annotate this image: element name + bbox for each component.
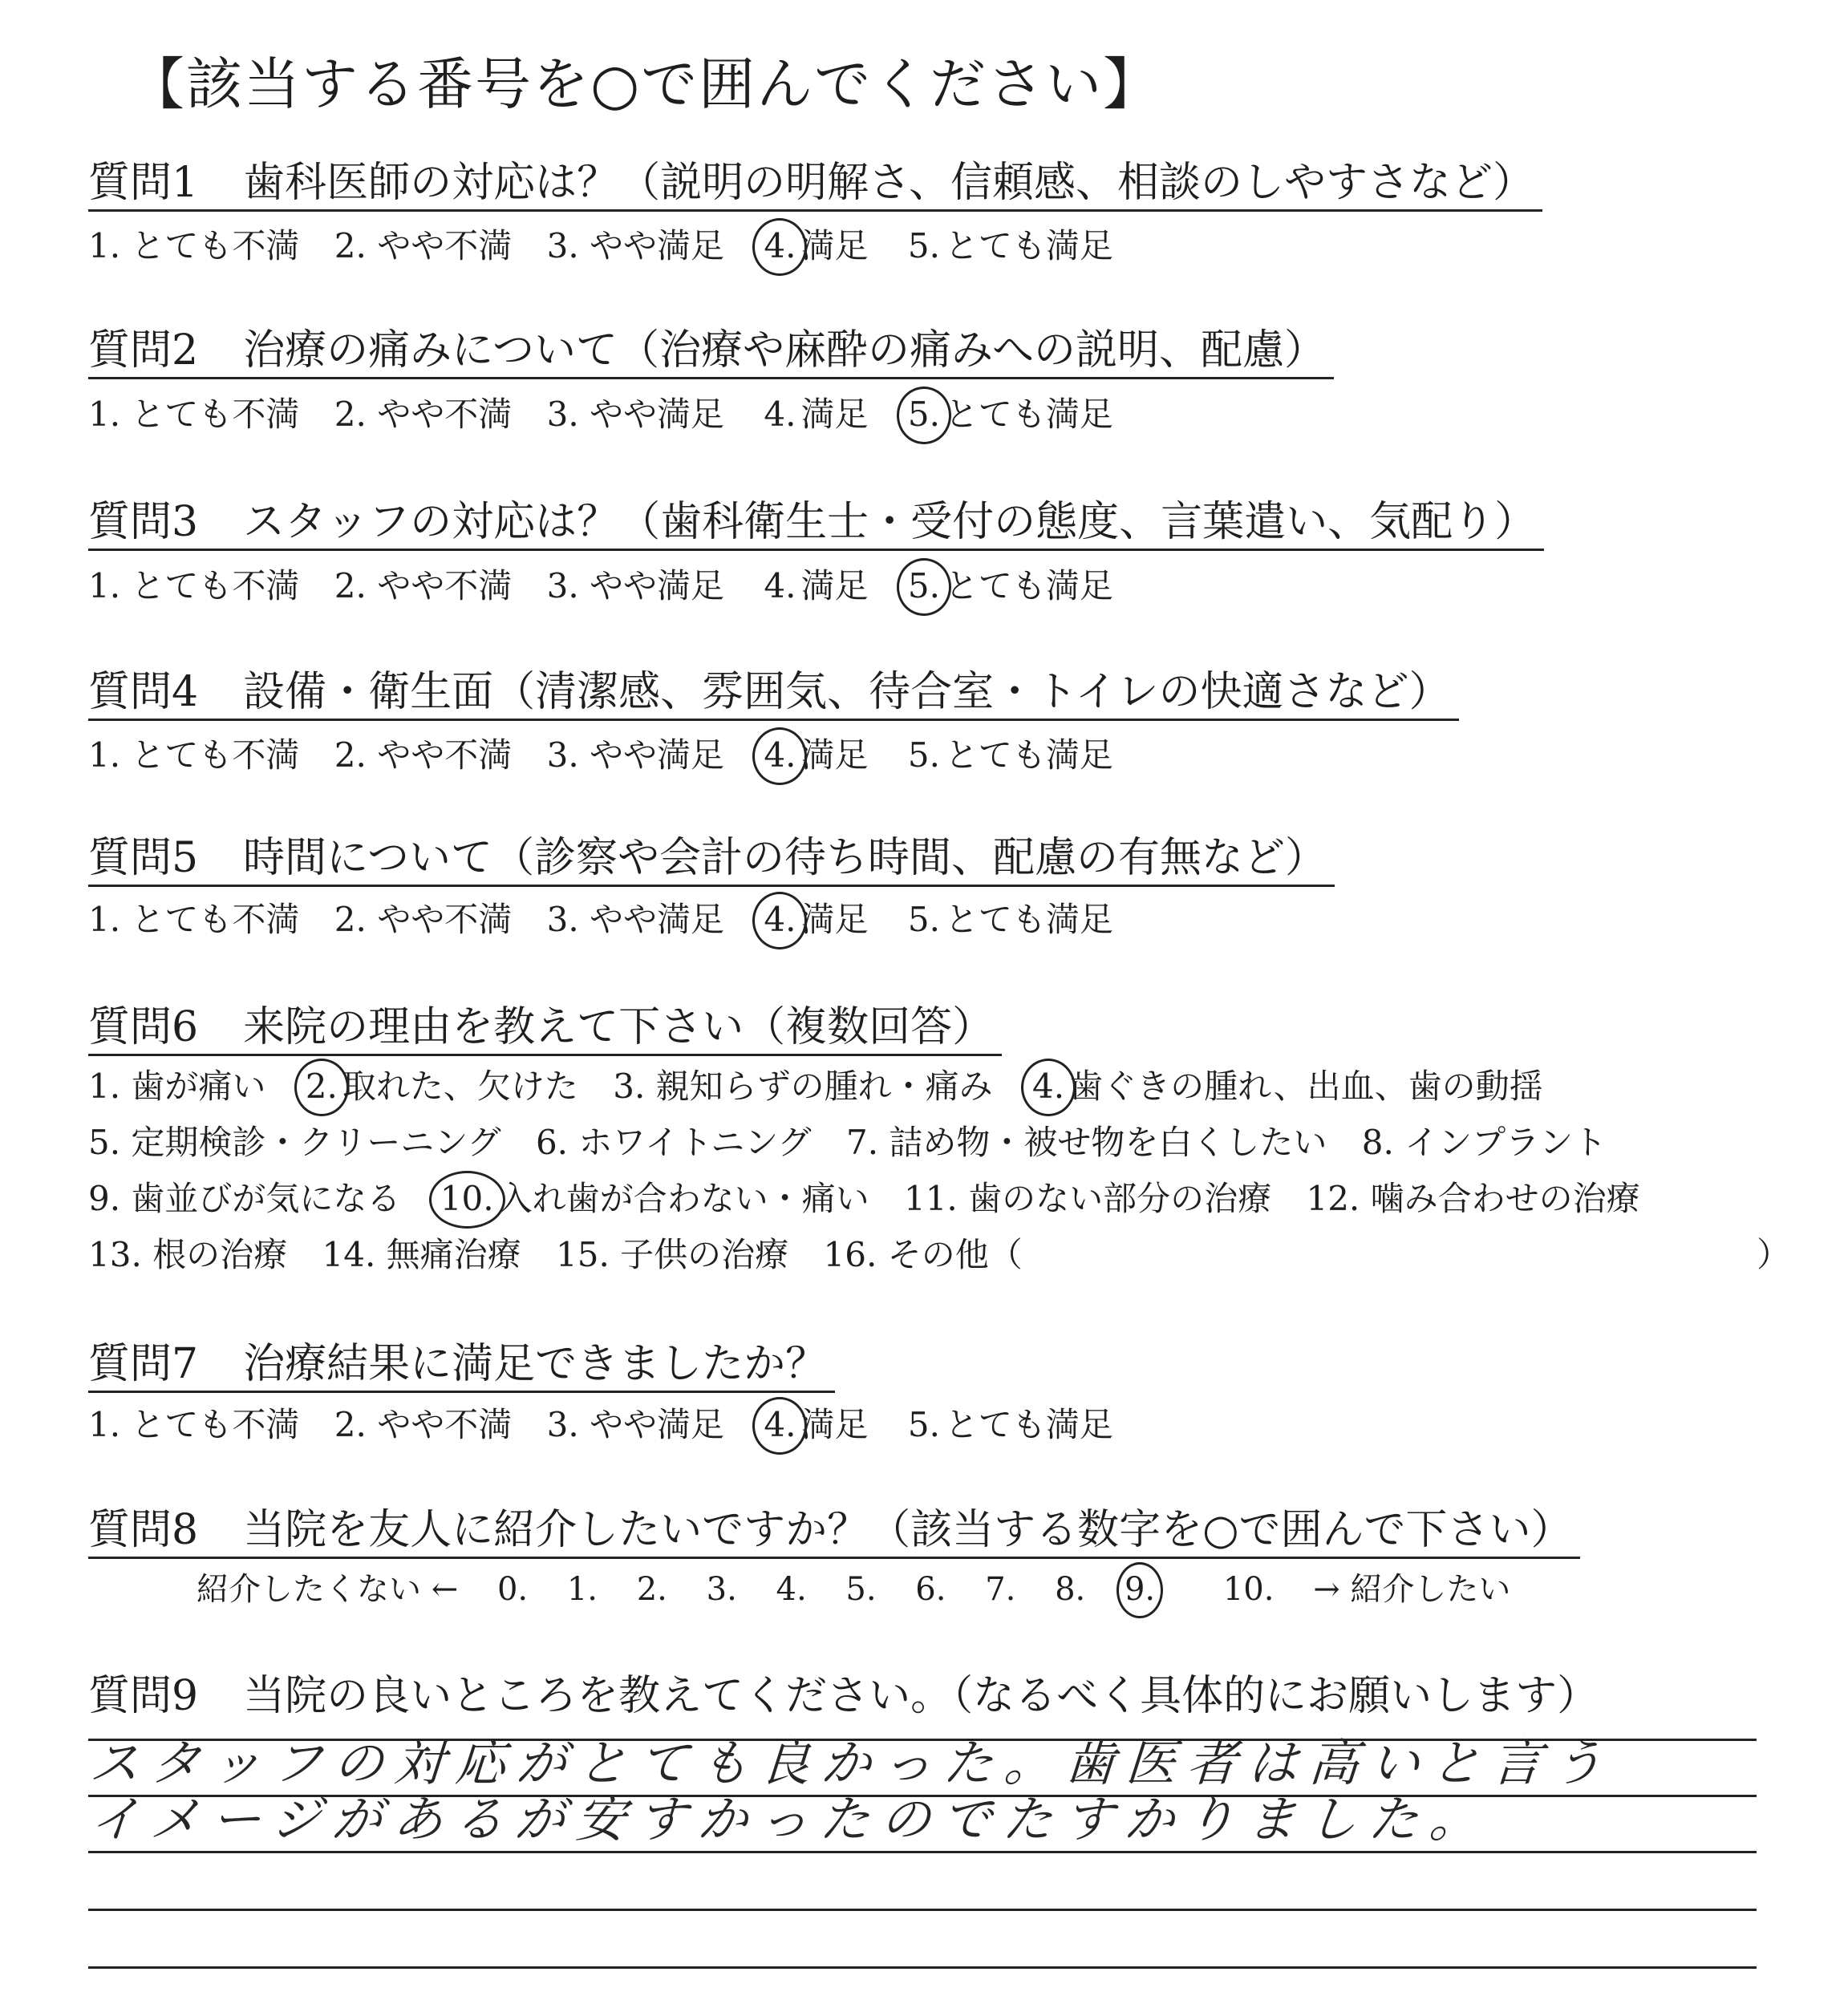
question-1-title [88,156,1542,212]
recommend-scale-left-label: 紹介したくない ← [197,1571,459,1608]
q7-option-4-circled[interactable] [759,1402,868,1448]
question-5-options [88,897,1137,943]
q6-option-7[interactable]: 7. 詰め物・被せ物を白くしたい [845,1123,1327,1162]
question-1-text: 歯科医師の対応は？（説明の明解さ、信頼感、相談のしやすさなど） [243,159,1535,207]
q7-option-5-number: 5. [907,1405,940,1444]
q2-option-3[interactable]: 3. やや満足 [546,395,725,434]
question-6-options-row-2 [88,1119,1631,1166]
q5-option-5-number: 5. [907,900,940,939]
q1-option-5-text: とても満足 [944,226,1113,265]
q6-option-9[interactable]: 9. 歯並びが気になる [88,1179,401,1218]
q2-option-5-circled[interactable] [903,391,1113,438]
question-5-label: 質問5 [88,834,199,882]
q4-option-5[interactable] [903,732,1113,779]
question-5-title [88,832,1335,887]
q1-option-4-text: 満足 [800,226,869,265]
q5-option-4-text: 満足 [800,900,869,939]
q6-option-10-number: 10. [436,1176,499,1222]
question-5-text: 時間について（診察や会計の待ち時間、配慮の有無など） [243,834,1327,882]
q3-option-5-number: 5. [903,563,945,609]
q2-option-4[interactable] [759,391,868,438]
q2-option-5-text: とても満足 [944,395,1113,434]
q6-option-3[interactable]: 3. 親知らずの腫れ・痛み [613,1067,993,1106]
q6-option-11[interactable]: 11. 歯のない部分の治療 [903,1179,1272,1218]
recommend-option-9-circled[interactable] [1125,1567,1184,1612]
q2-option-4-number: 4. [764,395,796,434]
q1-option-5[interactable] [903,223,1113,269]
question-4-options [88,732,1137,779]
q4-option-4-text: 満足 [800,735,869,775]
question-9-label: 質問9 [88,1672,199,1720]
q5-option-3[interactable]: 3. やや満足 [546,900,725,939]
q5-option-1[interactable]: 1. とても不満 [88,900,300,939]
question-7-label: 質問7 [88,1340,199,1388]
question-1-label: 質問1 [88,159,199,207]
q3-option-3[interactable]: 3. やや満足 [546,566,725,605]
handwritten-answer-line-2: イメージがあるが安すかったのでたすかりました。 [87,1790,1493,1848]
recommend-option-5[interactable]: 5. [845,1571,877,1608]
q3-option-1[interactable]: 1. とても不満 [88,566,300,605]
q3-option-4-text: 満足 [800,566,869,605]
recommend-option-9-number: 9. [1125,1567,1155,1612]
recommend-option-3[interactable]: 3. [706,1571,737,1608]
question-6-label: 質問6 [88,1003,199,1051]
question-6-options-row-4 [88,1232,1047,1278]
q6-option-4-number: 4. [1027,1063,1069,1110]
q7-option-5[interactable] [903,1402,1113,1448]
q3-option-5-circled[interactable] [903,563,1113,609]
q7-option-4-text: 満足 [800,1405,869,1444]
handwritten-answer-line-1: スタッフの対応がとても良かった。歯医者は高いと言う [87,1734,1616,1792]
q6-option-16[interactable]: 16. その他（ [823,1235,1023,1274]
question-3-title [88,496,1544,551]
q6-option-16-close-paren: ） [1757,1235,1791,1274]
question-9-text: 当院の良いところを教えてください。（なるべく具体的にお願いします） [243,1672,1599,1720]
q5-option-4-circled[interactable] [759,897,868,943]
q6-option-1[interactable]: 1. 歯が痛い [88,1067,266,1106]
q5-option-5-text: とても満足 [944,900,1113,939]
q1-option-5-number: 5. [907,226,940,265]
q5-option-4-number: 4. [759,897,800,943]
q7-option-1[interactable]: 1. とても不満 [88,1405,300,1444]
question-1-options [88,223,1137,269]
q6-option-6[interactable]: 6. ホワイトニング [535,1123,812,1162]
recommend-option-2[interactable]: 2. [636,1571,667,1608]
instruction-header: 【該当する番号を○で囲んでください】 [128,51,1161,117]
q7-option-3[interactable]: 3. やや満足 [546,1405,725,1444]
q2-option-1[interactable]: 1. とても不満 [88,395,300,434]
question-3-label: 質問3 [88,498,199,546]
q5-option-2[interactable]: 2. やや不満 [334,900,513,939]
question-4-title [88,666,1459,721]
q1-option-4-number: 4. [759,223,800,269]
question-2-options [88,391,1137,438]
q6-option-13[interactable]: 13. 根の治療 [88,1235,288,1274]
recommend-option-0[interactable]: 0. [496,1571,529,1608]
question-6-options-row-1 [88,1063,1567,1110]
recommend-option-6[interactable]: 6. [915,1571,946,1608]
q6-option-2-number: 2. [301,1063,342,1110]
question-7-title [88,1338,835,1393]
answer-line-3 [88,1851,1757,1853]
q6-option-14[interactable]: 14. 無痛治療 [322,1235,521,1274]
q4-option-5-text: とても満足 [944,735,1113,775]
q4-option-4-number: 4. [759,732,800,779]
q6-option-4-text: 歯ぐきの腫れ、出血、歯の動揺 [1069,1067,1543,1106]
recommend-option-10[interactable]: 10. [1222,1571,1275,1608]
question-4-label: 質問4 [88,668,199,716]
q4-option-3[interactable]: 3. やや満足 [546,735,725,775]
question-2-text: 治療の痛みについて（治療や麻酔の痛みへの説明、配慮） [243,326,1327,375]
q7-option-5-text: とても満足 [944,1405,1113,1444]
question-8-title [88,1504,1580,1559]
question-8-text: 当院を友人に紹介したいですか？（該当する数字を○で囲んで下さい） [243,1506,1573,1554]
q6-option-2-text: 取れた、欠けた [342,1067,578,1106]
recommend-option-8[interactable]: 8. [1055,1571,1086,1608]
q2-option-5-number: 5. [903,391,945,438]
answer-line-4 [88,1909,1757,1911]
q1-option-2[interactable]: 2. やや不満 [334,226,513,265]
recommend-option-4[interactable]: 4. [776,1571,807,1608]
q6-option-8[interactable]: 8. インプラント [1361,1123,1607,1162]
question-8-label: 質問8 [88,1506,199,1554]
q2-option-2[interactable]: 2. やや不満 [334,395,513,434]
question-6-text: 来院の理由を教えて下さい（複数回答） [243,1003,995,1051]
q4-option-1[interactable]: 1. とても不満 [88,735,300,775]
q6-option-15[interactable]: 15. 子供の治療 [556,1235,789,1274]
question-3-text: スタッフの対応は？（歯科衛生士・受付の態度、言葉遣い、気配り） [243,498,1537,546]
q4-option-5-number: 5. [907,735,940,775]
q6-option-12[interactable]: 12. 噛み合わせの治療 [1306,1179,1640,1218]
q3-option-5-text: とても満足 [944,566,1113,605]
q5-option-5[interactable] [903,897,1113,943]
question-3-options [88,563,1137,609]
q3-option-4[interactable] [759,563,868,609]
question-7-text: 治療結果に満足できましたか？ [243,1340,828,1388]
question-9-title [88,1670,1607,1723]
q6-option-5[interactable]: 5. 定期検診・クリーニング [88,1123,501,1162]
q1-option-1[interactable]: 1. とても不満 [88,226,300,265]
q6-option-10-circled[interactable] [436,1176,869,1222]
q1-option-4-circled[interactable] [759,223,868,269]
question-6-title [88,1001,1002,1056]
question-2-label: 質問2 [88,326,199,375]
recommend-option-1[interactable]: 1. [566,1571,598,1608]
question-4-text: 設備・衛生面（清潔感、雰囲気、待合室・トイレの快適さなど） [243,668,1451,716]
q3-option-4-number: 4. [764,566,796,605]
question-6-options-row-3 [88,1176,1664,1222]
q4-option-4-circled[interactable] [759,732,868,779]
recommend-scale-right-label: → 紹介したい [1313,1571,1511,1608]
question-2-title [88,324,1334,379]
q6-option-2-circled[interactable] [301,1063,578,1110]
q7-option-4-number: 4. [759,1402,800,1448]
recommend-option-7[interactable]: 7. [985,1571,1016,1608]
answer-line-5 [88,1966,1757,1969]
q3-option-2[interactable]: 2. やや不満 [334,566,513,605]
recommend-scale [197,1567,1539,1612]
q7-option-2[interactable]: 2. やや不満 [334,1405,513,1444]
q6-option-10-text: 入れ歯が合わない・痛い [498,1179,869,1218]
question-7-options [88,1402,1137,1448]
q4-option-2[interactable]: 2. やや不満 [334,735,513,775]
q1-option-3[interactable]: 3. やや満足 [546,226,725,265]
q6-option-4-circled[interactable] [1027,1063,1543,1110]
q2-option-4-text: 満足 [800,395,869,434]
